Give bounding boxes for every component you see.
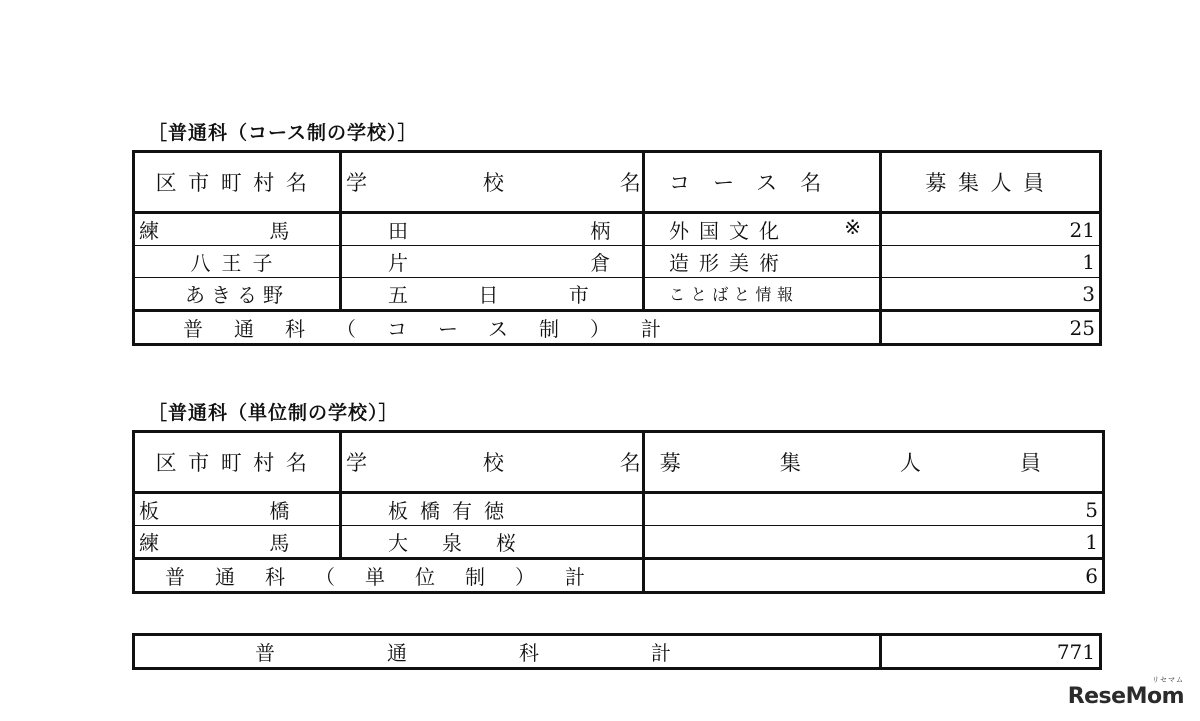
total-label: 普通科（コース制）計 xyxy=(134,311,881,345)
course-cell: 造形美術 xyxy=(644,246,881,278)
table-row xyxy=(134,526,1104,559)
logo-text: ReseMom xyxy=(1067,684,1184,709)
district-cell: 練 馬 xyxy=(134,526,341,559)
capacity-cell: 5 xyxy=(644,493,1104,526)
grand-total-table xyxy=(132,633,1102,670)
course-cell xyxy=(644,213,881,246)
total-value: 6 xyxy=(644,559,1104,593)
capacity-cell: 3 xyxy=(881,278,1101,311)
district-cell: 板 橋 xyxy=(134,493,341,526)
school-cell: 片 倉 xyxy=(341,246,644,278)
course-cell: ことばと情報 xyxy=(644,278,881,311)
table-row xyxy=(134,278,1101,311)
course-name: 外国文化 xyxy=(669,219,789,243)
section-title-credit: ［普通科（単位制の学校）］ xyxy=(148,402,399,424)
table-row xyxy=(134,213,1101,246)
grand-total-row xyxy=(134,635,1101,669)
school-cell: 大泉桜 xyxy=(341,526,644,559)
table-header-row xyxy=(134,152,1101,213)
resemom-logo xyxy=(1067,676,1184,709)
header-district: 区市町村名 xyxy=(134,152,341,213)
header-school: 学 校 名 xyxy=(341,152,644,213)
grand-total-value: 771 xyxy=(881,635,1101,669)
district-cell: 練 馬 xyxy=(134,213,341,246)
header-school: 学 校 名 xyxy=(341,432,644,493)
total-label: 普通科（単位制）計 xyxy=(134,559,644,593)
district-cell: あきる野 xyxy=(134,278,341,311)
header-district: 区市町村名 xyxy=(134,432,341,493)
credit-school-table xyxy=(132,430,1105,594)
table-row xyxy=(134,493,1104,526)
total-row xyxy=(134,311,1101,345)
school-cell: 五 日 市 xyxy=(341,278,644,311)
total-value: 25 xyxy=(881,311,1101,345)
capacity-cell: 1 xyxy=(644,526,1104,559)
table-row xyxy=(134,246,1101,278)
table-header-row xyxy=(134,432,1104,493)
section-title-course: ［普通科（コース制の学校）］ xyxy=(148,122,418,144)
capacity-cell: 1 xyxy=(881,246,1101,278)
district-cell: 八王子 xyxy=(134,246,341,278)
total-row xyxy=(134,559,1104,593)
capacity-cell: 21 xyxy=(881,213,1101,246)
grand-total-label: 普通科計 xyxy=(134,635,881,669)
header-course: コース名 xyxy=(644,152,881,213)
header-capacity: 募集人員 xyxy=(881,152,1101,213)
logo-subtext: リセマム xyxy=(1152,676,1184,684)
course-school-table xyxy=(132,150,1102,346)
note-mark: ※ xyxy=(844,215,861,239)
school-cell: 板橋有徳 xyxy=(341,493,644,526)
header-capacity: 募 集 人 員 xyxy=(644,432,1104,493)
school-cell: 田 柄 xyxy=(341,213,644,246)
